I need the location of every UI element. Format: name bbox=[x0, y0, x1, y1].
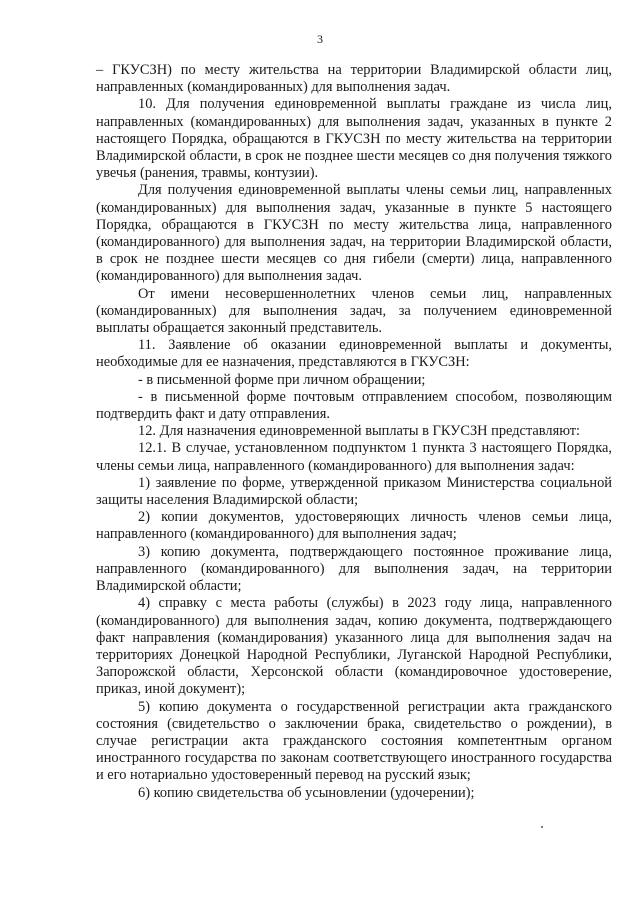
document-body bbox=[96, 62, 612, 802]
list-item-3: 3) копию документа, подтверждающего постоянное проживание лица, направленного (командированного) для выполнения задач, на территории Владимирской области; bbox=[96, 543, 612, 595]
paragraph-family-members: Для получения единовременной выплаты члены семьи лиц, направленных (командированных) для выполнения задач, указанные в пункте 5 настоящего Порядка, обращаются в ГКУСЗН по месту жительства лица, направленного (командированного) для выполнения задач, на территории Владимирской области, в срок не позднее шести месяцев со дня гибели (смерти) лица, направленного (командированного) для выполнения задач. bbox=[96, 182, 612, 285]
paragraph-item-12-1: 12.1. В случае, установленном подпунктом 1 пункта 3 настоящего Порядка, члены семьи лица, направленного (командированного) для выполнения задач: bbox=[96, 440, 612, 474]
list-item-4: 4) справку с места работы (службы) в 2023 году лица, направленного (командированного) для выполнения задач, копию документа, подтверждающего факт направления (командирования) указанного лица для выполнения задач на территориях Донецкой Народной Республики, Луганской Народной Республики, Запорожской области, Херсонской области (командировочное удостоверение, приказ, иной документ); bbox=[96, 595, 612, 698]
list-item-2: 2) копии документов, удостоверяющих личность членов семьи лица, направленного (командированного) для выполнения задач; bbox=[96, 509, 612, 543]
list-item-1: 1) заявление по форме, утвержденной приказом Министерства социальной защиты населения Владимирской области; bbox=[96, 474, 612, 509]
list-item-by-mail: - в письменной форме почтовым отправлением способом, позволяющим подтвердить факт и дату отправления. bbox=[96, 388, 612, 423]
list-item-in-person: - в письменной форме при личном обращении; bbox=[138, 371, 426, 388]
paragraph-continuation: – ГКУСЗН) по месту жительства на территории Владимирской области лиц, направленных (командированных) для выполнения задач. bbox=[96, 62, 612, 96]
list-item-5: 5) копию документа о государственной регистрации акта гражданского состояния (свидетельство о заключении брака, свидетельство о рождении), в случае регистрации акта гражданского состояния компетентным органом иностранного государства по законам соответствующего иностранного государства и его нотариально удостоверенный перевод на русский язык; bbox=[96, 698, 612, 784]
paragraph-legal-representative: От имени несовершеннолетних членов семьи лиц, направленных (командированных) для выполнения задач, за получением единовременной выплаты обращается законный представитель. bbox=[96, 285, 612, 337]
list-item-6: 6) копию свидетельства об усыновлении (удочерении); bbox=[138, 784, 475, 801]
paragraph-item-10: 10. Для получения единовременной выплаты граждане из числа лиц, направленных (командированных) для выполнения задач, указанных в пункте 2 настоящего Порядка, обращаются в ГКУСЗН по месту жительства на территории Владимирской области, в срок не позднее шести месяцев со дня получения тяжкого увечья (ранения, травмы, контузии). bbox=[96, 96, 612, 182]
paragraph-item-12: 12. Для назначения единовременной выплаты в ГКУСЗН представляют: bbox=[138, 423, 581, 440]
paragraph-item-11: 11. Заявление об оказании единовременной выплаты и документы, необходимые для ее назначения, представляются в ГКУСЗН: bbox=[96, 337, 612, 371]
scan-speck bbox=[541, 826, 543, 828]
page-number: 3 bbox=[317, 32, 323, 46]
